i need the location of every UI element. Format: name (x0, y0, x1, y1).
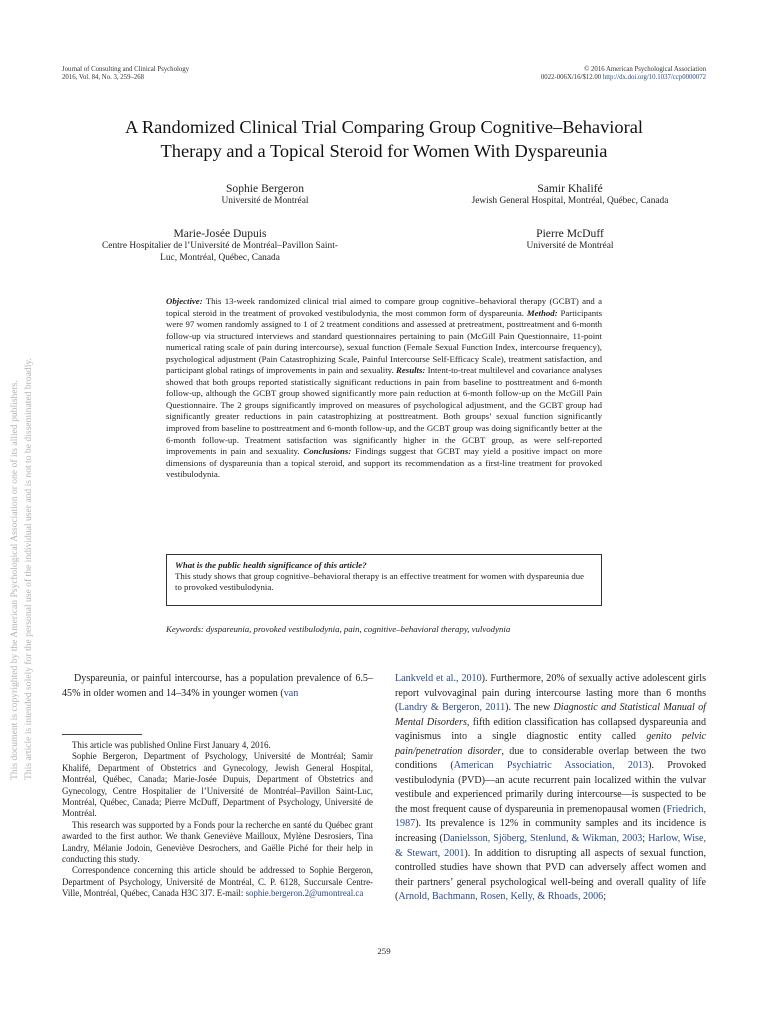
copyright-header (541, 66, 706, 83)
significance-box (166, 554, 602, 606)
body-text: ; (603, 891, 607, 903)
doi-link[interactable]: http://dx.doi.org/10.1037/ccp0000072 (602, 74, 706, 82)
body-column-left (62, 672, 373, 701)
citation-link[interactable]: American Psychiatric Association, 2013 (453, 760, 649, 772)
citation-link[interactable]: Friedrich, 1987 (395, 803, 706, 830)
copyright-line: © 2016 American Psychological Association (584, 66, 706, 73)
author-name: Samir Khalifé (537, 182, 603, 195)
abstract-results-label: Results: (396, 365, 426, 376)
title-line-2: Therapy and a Topical Steroid for Women With Dyspareunia (160, 141, 608, 161)
correspondence-text: Correspondence concerning this article should be addressed to Sophie Bergeron, Department of Psychology, Université de Montréal, C. P. 6128, Succursale Centre-Ville, Montréal, Québec, Canada H3C 3J7. E-mail: (62, 865, 373, 899)
citation-link[interactable]: Landry & Bergeron, 2011 (398, 702, 506, 714)
author-affiliation: Université de Montréal (221, 196, 309, 206)
page-number: 259 (377, 946, 391, 956)
footnote-affiliations: Sophie Bergeron, Department of Psychology, Université de Montréal; Samir Khalifé, Department of Obstetrics and Gynecology, Jewish General Hospital, Montréal, Québec, Canada; Marie-Josée Dupuis, Department of Obstetrics and Gynecology, Centre Hospitalier de l’Université de Montréal–Pavillon Saint-Luc, Montréal, Québec, Canada; Pierre McDuff, Department of Psychology, Université de Montréal. (62, 751, 373, 819)
email-link[interactable]: sophie.bergeron.2@umontreal.ca (245, 888, 364, 899)
body-column-right (395, 672, 706, 905)
side-copyright-notice: This document is copyrighted by the American Psychological Association or one of its allied publishers. (9, 380, 20, 780)
article-title (60, 115, 708, 163)
abstract-method: Participants were 97 women randomly assigned to 1 of 2 treatment conditions and assessed at pretreatment, posttreatment and 6-month follow-up via structured interviews and standard questionnaires pertaining to pain (McGill Pain Questionnaire, 11-point numerical rating scale of pain during intercourse), sexual function (Female Sexual Function Index, intercourse frequency), psychological adjustment (Pain Catastrophizing Scale, Painful Intercourse Self-Efficacy Scale), treatment satisfaction, and participant global ratings of improvements in pain and sexuality. (166, 307, 603, 376)
side-usage-notice: This article is intended solely for the personal use of the individual user and is not to be disseminated broadly. (23, 358, 34, 780)
body-text-italic: genito pelvic pain/penetration disorder (395, 731, 706, 757)
body-text: Dyspareunia, or painful intercourse, has a population prevalence of 6.5–45% in older women and 14–34% in younger women ( (62, 673, 373, 699)
title-line-1: A Randomized Clinical Trial Comparing Group Cognitive–Behavioral (125, 117, 643, 137)
abstract-objective-label: Objective: (166, 296, 203, 306)
body-text: ; (642, 833, 649, 845)
keywords-label: Keywords: (166, 624, 204, 634)
abstract-conclusions-label: Conclusions: (303, 446, 352, 457)
body-text: , due to considerable overlap between the two conditions ( (395, 745, 706, 772)
author-affiliation: Université de Montréal (526, 241, 614, 251)
citation-link[interactable]: Harlow, Wise, & Stewart, 2001 (395, 833, 706, 859)
author-affiliation: Jewish General Hospital, Montréal, Québec, Canada (471, 196, 669, 206)
abstract-method-label: Method: (526, 307, 558, 318)
body-text: ). The new (505, 702, 554, 714)
issn-doi-line (541, 74, 706, 82)
author-affiliation-cont: Luc, Montréal, Québec, Canada (160, 252, 280, 263)
author-affiliation: Centre Hospitalier de l’Université de Montréal–Pavillon Saint- (102, 241, 338, 251)
journal-header (62, 66, 189, 83)
footnote-acknowledgments: This research was supported by a Fonds pour la recherche en santé du Québec grant awarded to the first author. We thank Geneviève Mailloux, Mylène Desrosiers, Tina Landry, Mélanie Jodoin, Geneviève Desrochers, and Gaëlle Piché for their help in conducting this study. (62, 819, 373, 865)
body-text-italic: Diagnostic and Statistical Manual of Mental Disorders (395, 702, 706, 728)
footnote-correspondence (62, 865, 373, 899)
significance-answer: This study shows that group cognitive–behavioral therapy is an effective treatment for women with dyspareunia due to provoked vestibulodynia. (175, 571, 585, 593)
citation-link[interactable]: Danielsson, Sjöberg, Stenlund, & Wikman, 2003 (442, 833, 643, 845)
author-block-1 (150, 182, 380, 208)
abstract-results: Intent-to-treat multilevel and covariance analyses showed that both groups reported statistically significant reductions in pain from baseline to posttreatment and 6-month follow-up, although the GCBT group showed significantly more pain reduction at 6-month follow-up on the McGill Pain Questionnaire. The 2 groups significantly improved on measures of psychological adjustment, and the GCBT group had significantly greater reductions in pain catastrophizing at posttreatment. Both groups’ sexual function significantly improved from baseline to posttreatment and 6-month follow-up, and the GCBT group was doing significantly better at the 6-month follow-up. Treatment satisfaction was significantly higher in the GCBT group, as were self-reported improvements in pain and sexuality. (166, 365, 602, 457)
citation-link[interactable]: Arnold, Bachmann, Rosen, Kelly, & Rhoads, 2006 (398, 891, 604, 903)
abstract (166, 296, 602, 481)
body-text: ). Furthermore, 20% of sexually active adolescent girls report vulvovaginal pain during intercourse lasting more than 6 months ( (395, 673, 707, 714)
author-name: Marie-Josée Dupuis (173, 227, 267, 240)
journal-volume: 2016, Vol. 84, No. 3, 259–268 (62, 74, 145, 82)
author-block-4 (420, 227, 720, 253)
citation-link[interactable]: Lankveld et al., 2010 (395, 673, 482, 684)
body-text: , fifth edition classification has collapsed dyspareunia and vaginismus into a single diagnostic entity called (395, 716, 706, 743)
keywords-text: dyspareunia, provoked vestibulodynia, pain, cognitive–behavioral therapy, vulvodynia (203, 624, 511, 634)
journal-name: Journal of Consulting and Clinical Psychology (62, 66, 190, 73)
body-paragraph (395, 672, 706, 905)
issn: 0022-006X/16/$12.00 (540, 74, 602, 82)
body-paragraph (62, 672, 373, 701)
author-name: Sophie Bergeron (225, 182, 305, 195)
footnotes (62, 740, 373, 900)
body-text: ). Its prevalence is 12% in community samples and its incidence is increasing ( (395, 818, 706, 845)
citation-link[interactable]: van (283, 687, 299, 699)
keywords (166, 624, 602, 635)
body-text: ). Provoked vestibulodynia (PVD)—an acute recurrent pain localized within the vulvar vestibule and experienced primarily during intercourse—is suspected to be the most frequent cause of dyspareunia in premenopausal women ( (395, 760, 706, 815)
abstract-conclusions: Findings suggest that GCBT may yield a positive impact on more dimensions of dyspareunia than a topical steroid, and support its recommendation as a first-line treatment for provoked vestibulodynia. (166, 446, 602, 480)
footnote-online-first: This article was published Online First January 4, 2016. (72, 740, 271, 750)
author-block-3 (60, 227, 380, 264)
footnote-divider (62, 734, 142, 735)
abstract-objective: This 13-week randomized clinical trial aimed to compare group cognitive–behavioral therapy (GCBT) and a topical steroid in the treatment of provoked vestibulodynia, the most common form of dyspareunia. (166, 296, 602, 318)
author-block-2 (420, 182, 720, 208)
author-name: Pierre McDuff (536, 227, 604, 240)
body-text: ). In addition to disrupting all aspects of sexual function, controlled studies have shown that PVD can adversely affect women and their partners’ general psychological well-being and overall quality of life ( (395, 847, 706, 903)
significance-question: What is the public health significance of this article? (175, 560, 367, 570)
